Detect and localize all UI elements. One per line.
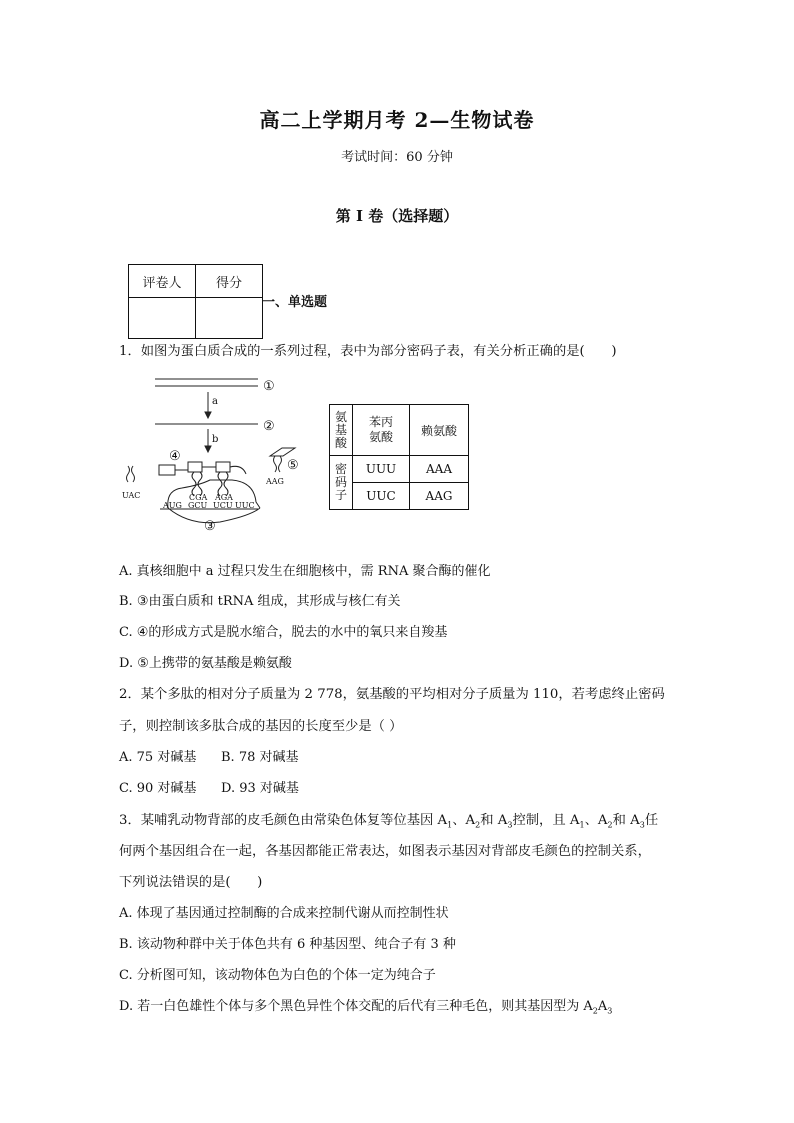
- q2-option-a: A. 75 对碱基: [119, 750, 197, 765]
- exam-time: 考试时间：60 分钟: [341, 150, 453, 165]
- codon-cell: AAA: [410, 456, 469, 483]
- score-table: [128, 264, 263, 339]
- trna-right-anticodon: AAG: [266, 477, 284, 486]
- q1-option-a: A. 真核细胞中 a 过程只发生在细胞核中，需 RNA 聚合酶的催化: [119, 564, 491, 579]
- codon-3: UCU: [213, 501, 233, 510]
- label-2: ②: [263, 419, 275, 434]
- reviewer-cell: [129, 298, 196, 339]
- codon-cell: AAG: [410, 483, 469, 510]
- protein-synthesis-diagram: [120, 372, 320, 542]
- q3-stem-line2: 何两个基因组合在一起，各基因都能正常表达，如图表示基因对背部皮毛颜色的控制关系，: [119, 844, 651, 859]
- q2-option-c: C. 90 对碱基: [119, 781, 197, 796]
- anticodon-2: AGA: [215, 493, 233, 502]
- label-3: ③: [204, 519, 216, 534]
- codon-table-phe-head: 苯丙氨酸: [353, 405, 410, 456]
- arrow-b: b: [212, 434, 219, 445]
- arrow-a: a: [212, 396, 218, 407]
- q3-stem-line1: 3．某哺乳动物背部的皮毛颜色由常染色体复等位基因 $A_1$、$A_2$和 $A_3$控制，且 $A_1$、$A_2$和 $A_3$任: [119, 813, 659, 830]
- codon-table-lys-head: 赖氨酸: [410, 405, 469, 456]
- codon-4: UUC: [235, 501, 255, 510]
- q3-option-a: A. 体现了基因通过控制酶的合成来控制代谢从而控制性状: [119, 906, 449, 921]
- reviewer-header: 评卷人: [129, 265, 196, 298]
- q1-option-c: C. ④的形成方式是脱水缩合，脱去的水中的氧只来自羧基: [119, 625, 448, 640]
- q3-stem-line3: 下列说法错误的是( ): [119, 875, 263, 890]
- score-cell: [196, 298, 263, 339]
- q2-option-b: B. 78 对碱基: [221, 750, 299, 765]
- q1-option-b: B. ③由蛋白质和 tRNA 组成，其形成与核仁有关: [119, 594, 401, 609]
- codon-cell: UUC: [353, 483, 410, 510]
- label-4: ④: [169, 449, 181, 464]
- codon-2: GCU: [188, 501, 208, 510]
- codon-table-codon-head: 密码子: [330, 456, 353, 510]
- q2-stem-line2: 子，则控制该多肽合成的基因的长度至少是（ ）: [119, 719, 403, 734]
- q2-option-d: D. 93 对碱基: [221, 781, 299, 796]
- anticodon-1: CGA: [189, 493, 208, 502]
- q2-stem-line1: 2．某个多肽的相对分子质量为 2 778，氨基酸的平均相对分子质量为 110，若考虑终止密码: [119, 687, 665, 702]
- section-title: 第 I 卷（选择题）: [335, 207, 459, 225]
- codon-cell: UUU: [353, 456, 410, 483]
- codon-1: AUG: [163, 501, 182, 510]
- codon-table: [329, 404, 469, 510]
- trna-left-anticodon: UAC: [122, 491, 141, 500]
- q3-option-d: D. 若一白色雄性个体与多个黑色异性个体交配的后代有三种毛色，则其基因型为 $A_2A_3$: [119, 999, 613, 1016]
- page-title: 高二上学期月考 2—生物试卷: [259, 108, 535, 132]
- q3-option-c: C. 分析图可知，该动物体色为白色的个体一定为纯合子: [119, 968, 436, 983]
- label-5: ⑤: [287, 458, 299, 473]
- q1-option-d: D. ⑤上携带的氨基酸是赖氨酸: [119, 656, 292, 671]
- q1-stem: 1．如图为蛋白质合成的一系列过程，表中为部分密码子表，有关分析正确的是( ): [119, 344, 617, 359]
- score-header: 得分: [196, 265, 263, 298]
- q3-option-b: B. 该动物种群中关于体色共有 6 种基因型、纯合子有 3 种: [119, 937, 456, 952]
- label-1: ①: [263, 379, 275, 394]
- part-title: 一、单选题: [262, 295, 328, 310]
- codon-table-amino-head: 氨基酸: [330, 405, 353, 456]
